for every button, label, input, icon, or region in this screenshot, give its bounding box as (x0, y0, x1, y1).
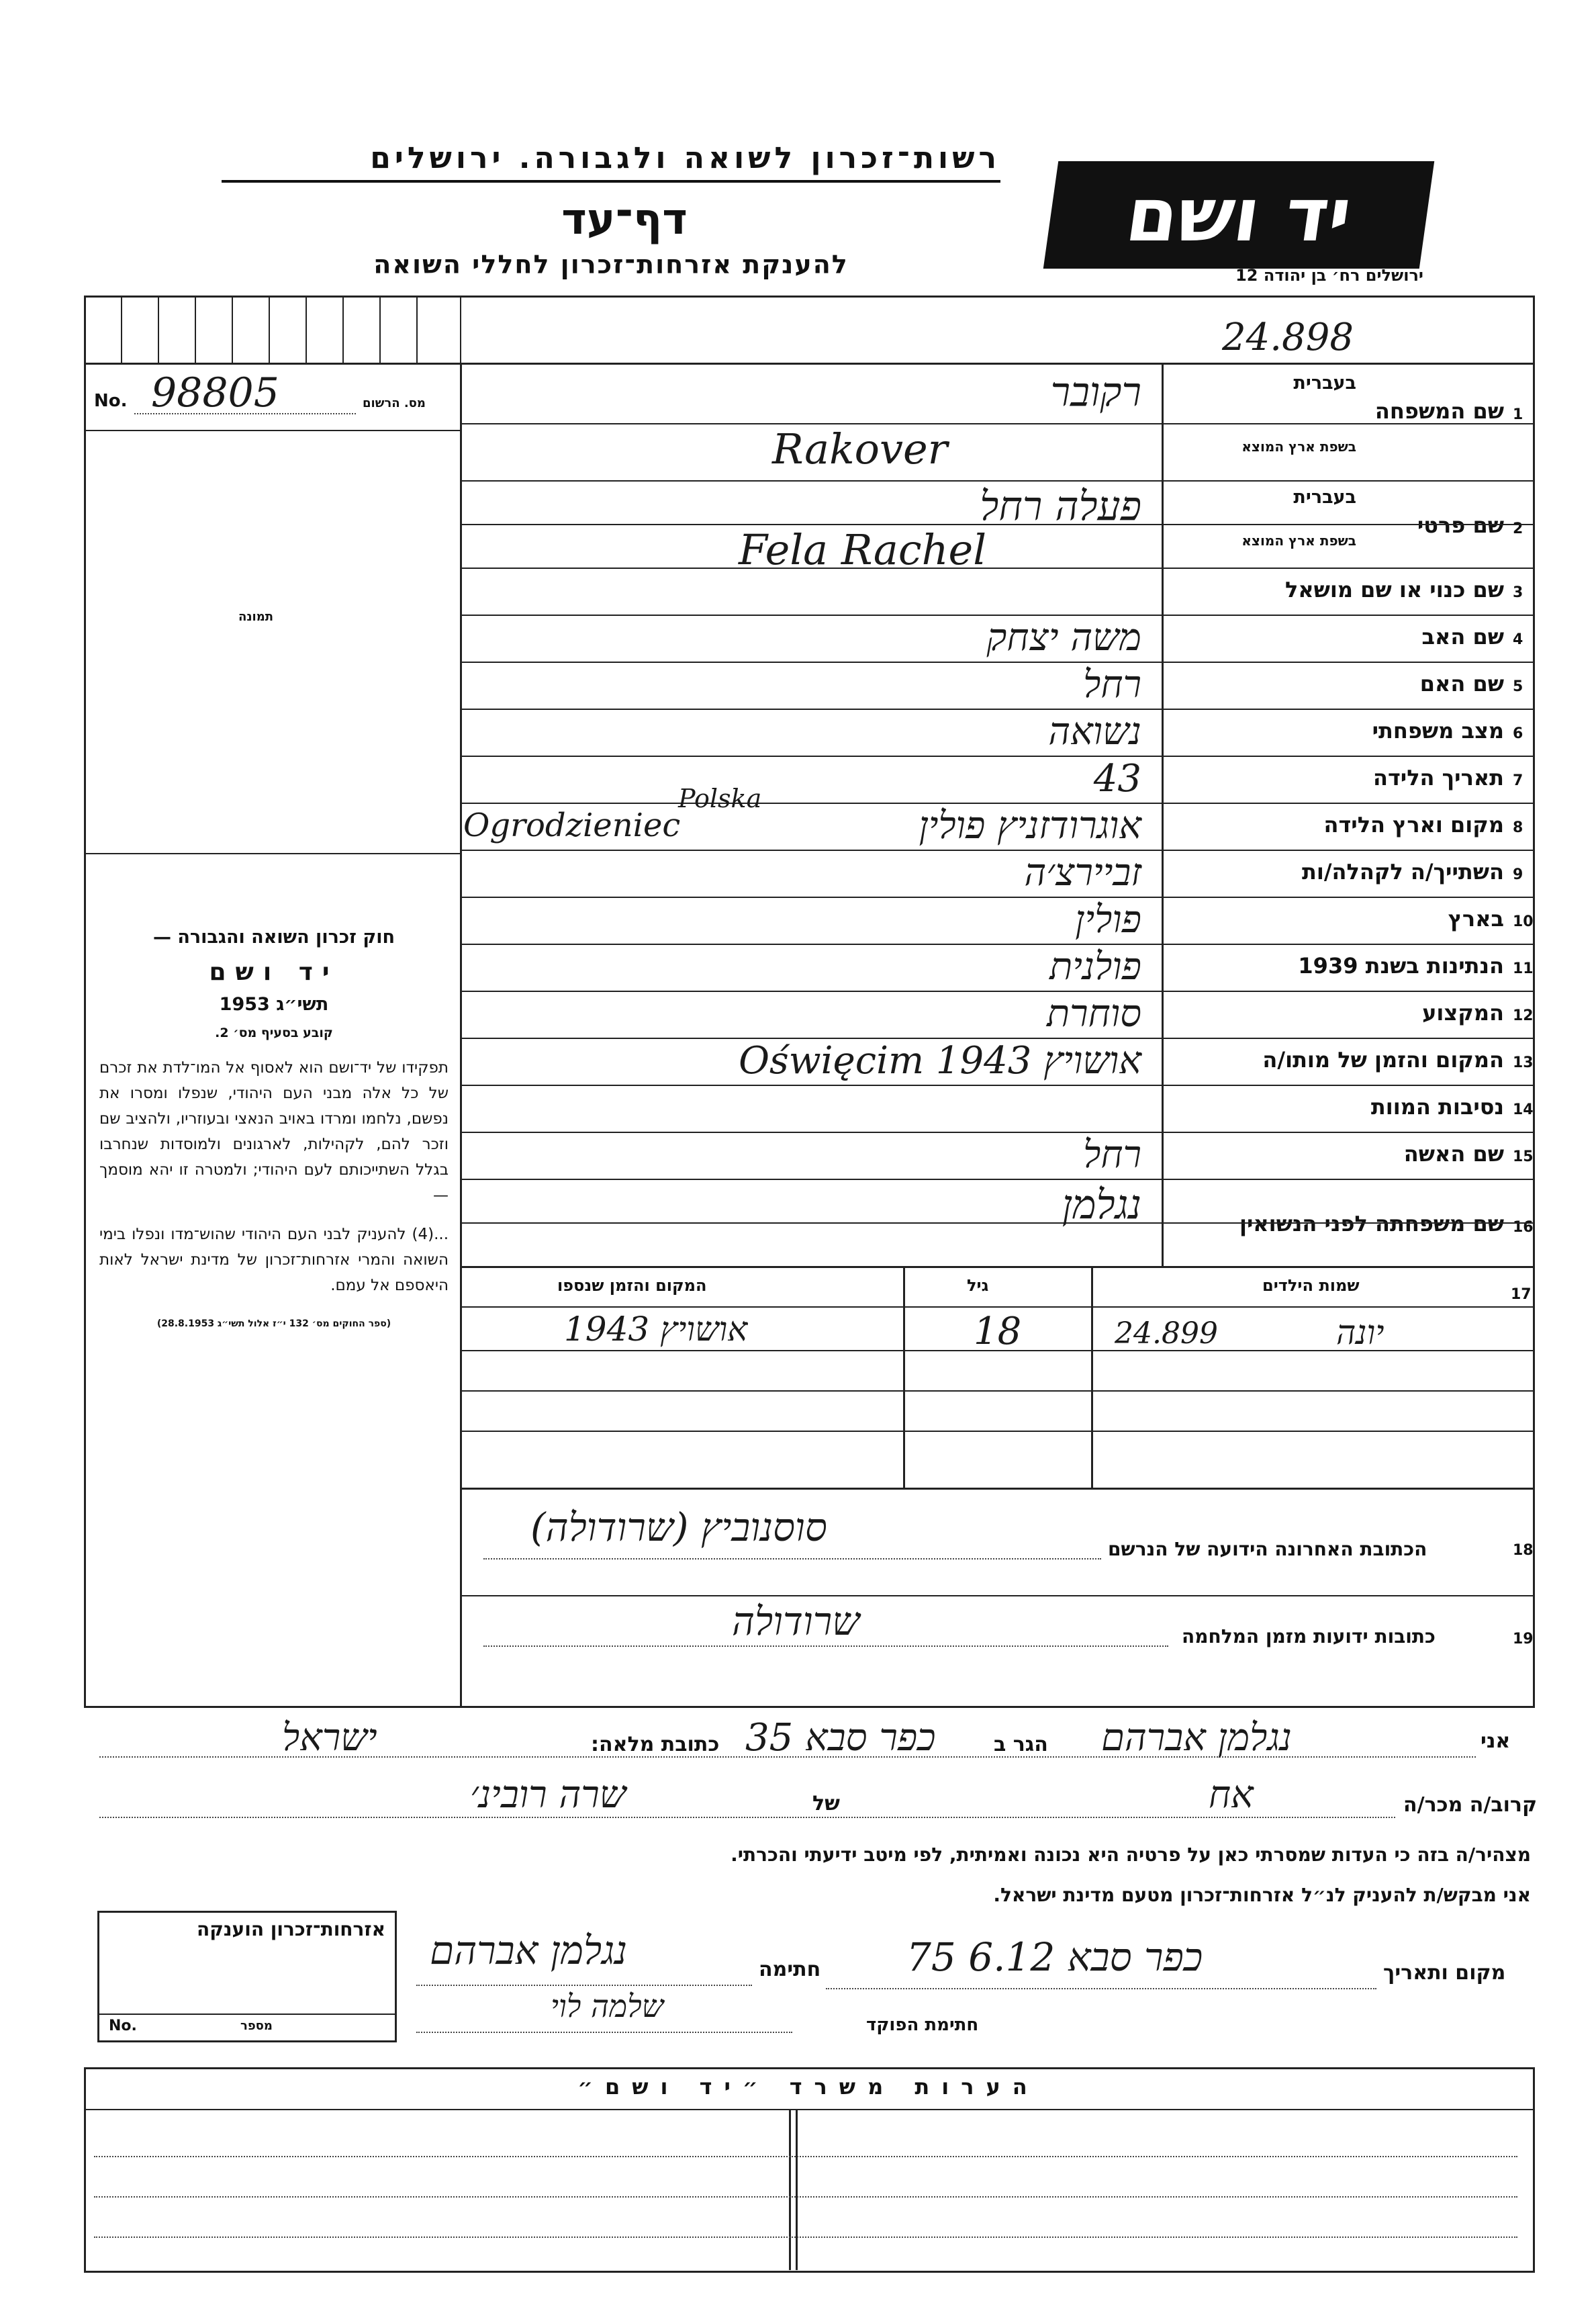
field-label-4: שם האב (1421, 624, 1504, 649)
law-text-2: ...(4) להעניק לבני העם היהודי שהוש־מדו ונפלו בימי השואה והמרי אזרחות־זכרון של מדינת ישראל לאות היאספם אל עמם. (99, 1226, 449, 1294)
children-col-divider-1 (903, 1266, 905, 1488)
declarant-ani-label: אני (1481, 1729, 1511, 1753)
authority-header: רשות־זכרון לשואה ולגבורה. ירושלים (370, 141, 1000, 175)
registration-number: 98805 (151, 369, 279, 416)
field-value-5: רחל (1083, 663, 1141, 707)
field-label-15: שם האשה (1403, 1141, 1504, 1167)
statement-1: מצהיר/ה בזה כי העדות שמסרתי כאן על פרטיה היא נכונה ואמיתית, לפי מיטב ידיעתי והכרתי. (731, 1844, 1531, 1866)
resident-of-label: הגר ב (994, 1733, 1048, 1756)
field-value-16: נגלמן (1062, 1181, 1141, 1228)
office-notes-title: הערות משרד ״יד ושם״ (577, 2074, 1039, 2099)
grid-tick (460, 296, 461, 363)
no-label: No. (94, 391, 128, 411)
field-value-9: זביירצ׳ה (1024, 851, 1141, 895)
field-value-13: אושויץ Oświęcim 1943 (739, 1039, 1141, 1083)
grid-strip-bottom (84, 363, 1533, 365)
reg-number-divider (84, 430, 460, 431)
declarant-name: נגלמן אברהם (1101, 1716, 1293, 1760)
field-number-1: 1 (1513, 406, 1523, 423)
field-label-11: הנתינות בשנת 1939 (1298, 953, 1504, 979)
label-column-divider (1162, 363, 1164, 1266)
grid-tick (379, 296, 381, 363)
field-label-10: בארץ (1448, 906, 1504, 932)
children-row-number: 17 (1511, 1286, 1532, 1303)
notes-line-2 (94, 2196, 1517, 2198)
children-col-divider-2 (1091, 1266, 1093, 1488)
relative-line (99, 1817, 1395, 1818)
field-underline-9 (460, 897, 1533, 898)
field-number-12: 12 (1513, 1007, 1534, 1024)
officer-signature: שלמה לוי (551, 1988, 664, 2024)
stamp-box-divider (99, 2014, 395, 2015)
children-row-3-line (460, 1431, 1533, 1432)
field-underline-13 (460, 1085, 1533, 1086)
law-section: קובע בסעיף מס׳ 2. (215, 1026, 333, 1040)
law-block (99, 927, 449, 1329)
field-underline-4 (460, 662, 1533, 663)
wartime-address-number: 19 (1513, 1631, 1534, 1647)
officer-label: חתימת הפוקד (866, 2015, 979, 2035)
last-address-value: סוסנוביץ (שרודולה) (530, 1504, 827, 1550)
field-underline-6 (460, 756, 1533, 757)
yad-vashem-logo: יד ושם (1043, 161, 1434, 269)
stamp-box-no: No. (109, 2018, 137, 2034)
stamp-box-number-label: מספר (240, 2019, 273, 2033)
field-underline-5 (460, 709, 1533, 710)
field-number-11: 11 (1513, 960, 1534, 977)
child-1-place: אושויץ 1943 (564, 1310, 748, 1349)
field-value-latin-8: Ogrodzieniec (463, 807, 681, 844)
grid-tick (306, 296, 307, 363)
statement-2: אני מבקש/ת להעניק לנ״ל אזרחות־זכרון מטעם מדינת ישראל. (993, 1884, 1531, 1906)
field-number-9: 9 (1513, 866, 1523, 883)
field-label-9: השתייך/ה לקהלה/ות (1301, 859, 1504, 885)
office-notes-divider (796, 2109, 798, 2270)
grid-tick (195, 296, 196, 363)
field-value-6: נשואה (1048, 710, 1141, 754)
field-underline-15 (460, 1179, 1533, 1180)
full-address-value: ישראל (282, 1716, 377, 1760)
field-number-16: 16 (1513, 1219, 1534, 1236)
field-underline-1 (460, 480, 1533, 482)
field-number-13: 13 (1513, 1054, 1534, 1071)
field-label-7: תאריך הלידה (1372, 765, 1504, 790)
children-table-bottom (460, 1488, 1533, 1490)
child-1-number: 24.899 (1115, 1316, 1218, 1351)
stamp-box (97, 1911, 397, 2042)
field-sub-origin-2: בשפת ארץ המוצא (1241, 533, 1356, 549)
field-underline-2 (460, 568, 1533, 569)
child-1-age: 18 (974, 1310, 1022, 1353)
record-number: 24.898 (1222, 316, 1354, 359)
frame-bottom (84, 1706, 1533, 1708)
relative-value: אח (1209, 1773, 1254, 1817)
officer-line (416, 2032, 792, 2033)
last-address-label: הכתובת האחרונה הידועה של הנרשם (1108, 1538, 1427, 1560)
reg-number-label: מס. הרשום (363, 396, 426, 410)
signature-line (416, 1985, 752, 1986)
last-address-line (483, 1558, 1101, 1560)
field-value-7: 43 (1093, 757, 1141, 801)
grid-tick (269, 296, 270, 363)
photo-label: תמונה (238, 610, 274, 624)
addresses-divider (460, 1595, 1533, 1596)
resident-of-value: כפר סבא 35 (745, 1716, 936, 1760)
logo-address: ירושלים רח׳ בן יהודה 12 (1235, 266, 1423, 285)
relative-label: קרוב/ה מכר/ה (1403, 1793, 1538, 1817)
field-underline-14 (460, 1132, 1533, 1133)
children-row-2-line (460, 1390, 1533, 1392)
field-number-6: 6 (1513, 725, 1523, 742)
field-label-12: המקצוע (1422, 1000, 1504, 1026)
form-subtitle: להענקת אזרחות־זכרון לחללי השואה (373, 250, 849, 279)
field-midline-1 (460, 423, 1533, 424)
field-number-10: 10 (1513, 913, 1534, 930)
place-date-line (826, 1988, 1376, 1989)
photo-box-bottom (84, 853, 460, 854)
field-value-8: אוגרודזניץ פולין (919, 804, 1141, 848)
field-label-6: מצב משפחתי (1372, 718, 1504, 743)
field-value-latin-1: Rakover (772, 424, 948, 473)
field-number-4: 4 (1513, 631, 1523, 648)
relative-of-value: שרה רובינ׳ (470, 1773, 626, 1817)
law-text-1: תפקידו של יד־ושם הוא לאסוף אל המו־לדת את זכרם של כל אלה מבני העם היהודי, שנפלו ומסרו את נפשם, נלחמו ומרדו באויב הנאצי ובעוזריו, ולהציב שם וזכר להם, לקהילות, לארגונים ולמוסדות שנחרבו בגלל השתייכותם לעם היהודי; ולמטרה זו יהא מוסמך — (99, 1059, 449, 1204)
office-notes-header-bottom (84, 2109, 1533, 2110)
field-number-5: 5 (1513, 678, 1523, 695)
children-table-top (460, 1266, 1533, 1268)
law-name: יד ושם (209, 958, 339, 986)
children-row-1-line (460, 1350, 1533, 1351)
office-notes-divider-2 (789, 2109, 791, 2270)
field-value-extra-8: Polska (678, 784, 762, 813)
notes-line-1 (94, 2156, 1517, 2157)
field-value-latin-2: Fela Rachel (739, 525, 987, 574)
field-label-2: שם פרטי (1417, 512, 1504, 538)
field-number-3: 3 (1513, 584, 1523, 601)
form-title: דף־עד (561, 195, 688, 244)
field-value-4: משה יצחק (986, 616, 1141, 660)
field-label-14: נסיבות המוות (1370, 1094, 1504, 1120)
child-1-name: יונה (1336, 1313, 1384, 1352)
field-number-14: 14 (1513, 1101, 1534, 1118)
wartime-address-label: כתובות ידועות מזמן המלחמה (1182, 1625, 1436, 1647)
wartime-address-line (483, 1645, 1168, 1647)
last-address-number: 18 (1513, 1542, 1534, 1559)
field-label-1: שם המשפחה (1374, 398, 1504, 424)
place-date-value: כפר סבא 6.12 75 (906, 1934, 1203, 1980)
left-column-divider (460, 363, 462, 1706)
children-col-age: גיל (967, 1276, 989, 1295)
grid-tick (121, 296, 122, 363)
grid-tick (416, 296, 418, 363)
law-reference: (ספר החוקים מס׳ 132 י״ז אלול תשי״ג 28.8.1953) (156, 1318, 391, 1329)
full-address-label: כתובת מלאה: (591, 1733, 720, 1756)
field-label-5: שם האם (1419, 671, 1504, 696)
field-midline-16 (460, 1222, 1533, 1224)
wartime-address-value: שרודולה (732, 1598, 860, 1644)
grid-tick (232, 296, 233, 363)
stamp-box-title: אזרחות־זכרון הוענקה (197, 1918, 385, 1940)
law-title: חוק זכרון השואה והגבורה — (152, 927, 395, 948)
field-value-15: רחל (1083, 1133, 1141, 1177)
children-col-names: שמות הילדים (1262, 1276, 1360, 1295)
place-date-label: מקום ותאריך (1383, 1961, 1506, 1985)
field-label-3: שם כנוי או שם מושאל (1284, 577, 1504, 602)
notes-line-3 (94, 2236, 1517, 2238)
grid-tick (342, 296, 344, 363)
field-value-1: רקובר (1050, 369, 1141, 416)
field-label-16: שם משפחתה לפני הנשואין (1239, 1211, 1504, 1236)
field-sub-origin-1: בשפת ארץ המוצא (1241, 439, 1356, 455)
children-header-bottom (460, 1306, 1533, 1308)
field-sub-hebrew-2: בעברית (1293, 487, 1356, 508)
field-underline-8 (460, 850, 1533, 851)
children-col-place: המקום והזמן שנספו (557, 1276, 707, 1295)
signature-label: חתימה (759, 1958, 821, 1981)
grid-tick (158, 296, 159, 363)
reg-number-line (134, 413, 356, 414)
field-value-12: סוחרת (1047, 992, 1141, 1036)
field-sub-hebrew-1: בעברית (1293, 373, 1356, 394)
signature-value: נגלמן אברהם (430, 1928, 628, 1973)
field-underline-11 (460, 991, 1533, 992)
field-value-2: פעלה רחל (980, 483, 1141, 530)
field-label-13: המקום והזמן של מותו/ה (1262, 1047, 1504, 1073)
header-underline (222, 180, 1000, 183)
field-number-15: 15 (1513, 1148, 1534, 1165)
field-label-8: מקום וארץ הלידה (1323, 812, 1504, 838)
field-value-10: פולין (1075, 898, 1141, 942)
field-underline-10 (460, 944, 1533, 945)
field-number-2: 2 (1513, 521, 1523, 537)
field-number-7: 7 (1513, 772, 1523, 789)
law-year: תשי״ג 1953 (219, 994, 329, 1015)
field-value-11: פולנית (1049, 945, 1141, 989)
field-number-8: 8 (1513, 819, 1523, 836)
relative-of-label: של (812, 1792, 840, 1815)
